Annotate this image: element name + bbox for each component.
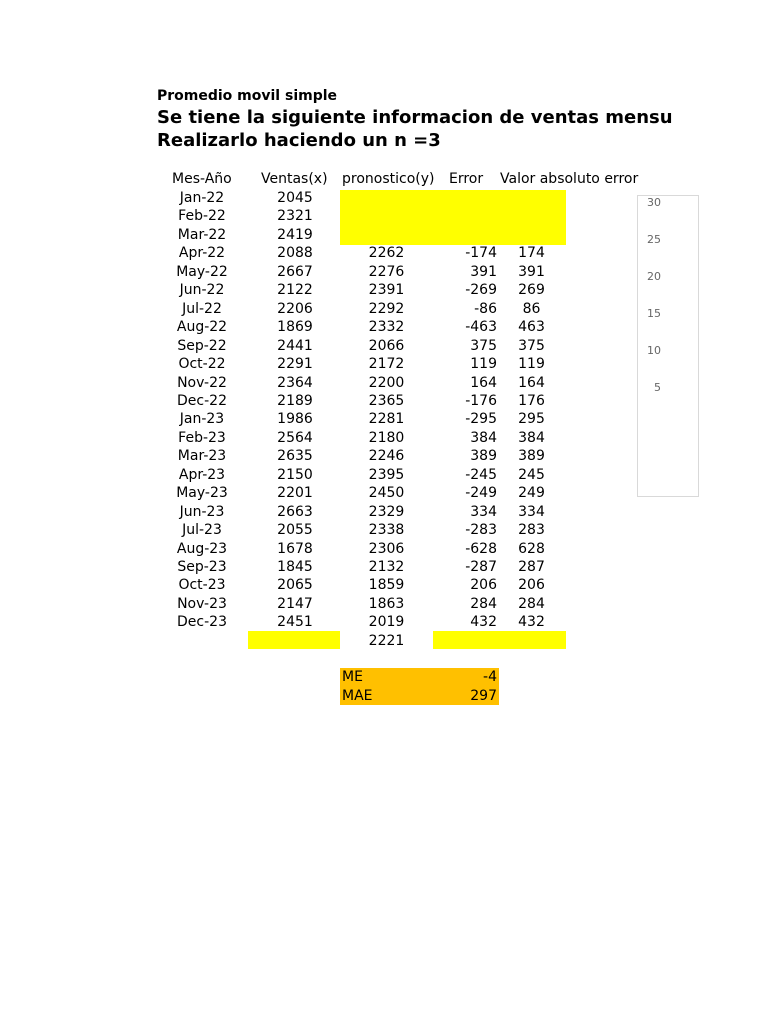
cell-error: -245 (465, 466, 497, 483)
y-tick-30: 30 (647, 196, 661, 209)
cell-pronostico: 2066 (368, 337, 405, 354)
cell-error: 206 (470, 577, 497, 594)
cell-ventas: 2564 (277, 429, 313, 446)
cell-ventas: 2147 (277, 595, 313, 612)
cell-pronostico: 1859 (368, 577, 405, 594)
cell-error: 119 (470, 356, 497, 373)
y-tick-10: 10 (647, 344, 661, 357)
cell-error: -249 (465, 485, 497, 502)
table-row (0, 410, 659, 429)
table-row (0, 300, 659, 319)
cell-pronostico: 2172 (368, 356, 405, 373)
cell-mes: Nov-22 (177, 374, 227, 391)
table-row (0, 337, 659, 356)
cell-error: 391 (470, 263, 497, 280)
cell-error: -86 (474, 300, 497, 317)
cell-ventas: 2441 (277, 337, 313, 354)
table-row (0, 447, 659, 466)
cell-error: 284 (470, 595, 497, 612)
cell-pronostico: 2276 (368, 263, 405, 280)
cell-pronostico: 2395 (368, 466, 405, 483)
cell-abs-error: 164 (518, 374, 545, 391)
cell-pronostico: 2338 (368, 522, 405, 539)
cell-pronostico: 2180 (368, 429, 405, 446)
cell-error: -463 (465, 319, 497, 336)
cell-mes: Feb-23 (178, 429, 226, 446)
cell-error: -269 (465, 282, 497, 299)
cell-mes: Aug-23 (176, 540, 228, 557)
me-cell (340, 668, 499, 687)
table-row (0, 244, 659, 263)
cell-pronostico: 2329 (368, 503, 405, 520)
me-value: -4 (483, 669, 497, 685)
cell-mes: Dec-22 (177, 392, 227, 409)
cell-abs-error: 284 (518, 595, 545, 612)
cell-error: -174 (465, 245, 497, 262)
cell-ventas: 2088 (277, 245, 313, 262)
cell-abs-error: 206 (518, 577, 545, 594)
cell-abs-error: 174 (518, 245, 545, 262)
cell-ventas: 2206 (277, 300, 313, 317)
mae-value: 297 (470, 687, 497, 704)
table-row (0, 429, 659, 448)
cell-pronostico: 2221 (368, 632, 405, 649)
cell-pronostico: 2391 (368, 282, 405, 299)
cell-ventas: 2419 (277, 226, 313, 243)
cell-mes: Mar-23 (177, 448, 227, 465)
cell-mes: Dec-23 (177, 614, 227, 631)
cell-mes: Oct-23 (178, 577, 226, 594)
cell-mes: Jun-22 (179, 282, 225, 299)
table-row (0, 207, 659, 226)
header-pronostico: pronostico(y) (342, 171, 435, 187)
cell-mes: Jul-23 (182, 522, 222, 539)
header-mes: Mes-Año (172, 171, 232, 187)
cell-ventas: 1678 (277, 540, 313, 557)
y-tick-5: 5 (654, 381, 661, 394)
cell-abs-error: 389 (518, 448, 545, 465)
cell-error: 389 (470, 448, 497, 465)
cell-error: -295 (465, 411, 497, 428)
table-row (0, 263, 659, 282)
sheet-heading-line2: Realizarlo haciendo un n =3 (157, 130, 441, 151)
cell-abs-error: 384 (518, 429, 545, 446)
cell-mes: Jul-22 (182, 300, 222, 317)
cell-pronostico: 2132 (368, 559, 405, 575)
cell-ventas: 1986 (277, 411, 313, 428)
cell-pronostico: 2019 (368, 614, 405, 631)
cell-abs-error: 432 (518, 614, 545, 631)
cell-mes: Aug-22 (176, 319, 228, 336)
cell-abs-error: 249 (518, 485, 545, 502)
cell-pronostico: 2332 (368, 319, 405, 336)
cell-mes: May-22 (176, 263, 228, 280)
cell-mes: Sep-23 (177, 559, 227, 575)
cell-mes: Sep-22 (177, 337, 227, 354)
cell-mes: Apr-23 (178, 466, 226, 483)
cell-mes: Mar-22 (177, 226, 227, 243)
table-row (0, 558, 659, 577)
cell-abs-error: 375 (518, 337, 545, 354)
cell-ventas: 1845 (277, 559, 313, 575)
table-row (0, 318, 659, 337)
table-row (0, 576, 659, 595)
header-abs-error: Valor absoluto error (500, 171, 639, 187)
cell-abs-error: 334 (518, 503, 545, 520)
cell-ventas: 2291 (277, 356, 313, 373)
cell-abs-error: 245 (518, 466, 545, 483)
cell-mes: Jan-22 (179, 190, 225, 206)
cell-abs-error: 628 (518, 540, 545, 557)
cell-mes: Apr-22 (178, 245, 226, 262)
y-tick-25: 25 (647, 233, 661, 246)
table-row (0, 392, 659, 411)
table-row (0, 281, 659, 300)
table-row (0, 632, 659, 651)
me-label: ME (342, 669, 363, 685)
cell-ventas: 2364 (277, 374, 313, 391)
cell-abs-error: 295 (518, 411, 545, 428)
cell-pronostico: 2281 (368, 411, 405, 428)
cell-ventas: 2201 (277, 485, 313, 502)
cell-abs-error: 463 (518, 319, 545, 336)
y-tick-15: 15 (647, 307, 661, 320)
table-row (0, 355, 659, 374)
cell-ventas: 2321 (277, 208, 313, 225)
cell-mes: May-23 (176, 485, 228, 502)
cell-ventas: 2150 (277, 466, 313, 483)
cell-ventas: 2045 (277, 190, 313, 206)
table-row (0, 521, 659, 540)
cell-error: -176 (465, 392, 497, 409)
cell-mes: Jun-23 (179, 503, 225, 520)
cell-error: 432 (470, 614, 497, 631)
cell-abs-error: 269 (518, 282, 545, 299)
cell-pronostico: 2262 (368, 245, 405, 262)
header-error: Error (449, 171, 484, 187)
cell-pronostico: 1863 (368, 595, 405, 612)
cell-error: -628 (465, 540, 497, 557)
cell-ventas: 2189 (277, 392, 313, 409)
table-row (0, 503, 659, 522)
cell-ventas: 2065 (277, 577, 313, 594)
cell-error: -283 (465, 522, 497, 539)
mae-label: MAE (342, 687, 373, 704)
sheet-heading-line1: Se tiene la siguiente informacion de ventas mensu (157, 107, 673, 128)
mae-cell (340, 687, 499, 706)
cell-abs-error: 287 (518, 559, 545, 575)
sheet-subtitle: Promedio movil simple (157, 88, 338, 104)
cell-ventas: 1869 (277, 319, 313, 336)
cell-abs-error: 176 (518, 392, 545, 409)
cell-abs-error: 283 (518, 522, 545, 539)
table-row (0, 226, 659, 245)
cell-mes: Feb-22 (178, 208, 226, 225)
cell-error: 375 (470, 337, 497, 354)
chart-area-partial (637, 195, 699, 497)
cell-ventas: 2122 (277, 282, 313, 299)
cell-mes: Jan-23 (179, 411, 225, 428)
cell-pronostico: 2306 (368, 540, 405, 557)
table-row (0, 613, 659, 632)
cell-error: 384 (470, 429, 497, 446)
table-row (0, 466, 659, 485)
cell-pronostico: 2292 (368, 300, 405, 317)
table-row (0, 374, 659, 393)
table-row (0, 189, 659, 208)
cell-pronostico: 2246 (368, 448, 405, 465)
cell-ventas: 2667 (277, 263, 313, 280)
table-row (0, 595, 659, 614)
cell-error: 164 (470, 374, 497, 391)
cell-abs-error: 86 (522, 300, 541, 317)
cell-mes: Nov-23 (177, 595, 227, 612)
cell-error: 334 (470, 503, 497, 520)
y-tick-20: 20 (647, 270, 661, 283)
cell-pronostico: 2450 (368, 485, 405, 502)
header-ventas: Ventas(x) (261, 171, 328, 187)
table-row (0, 484, 659, 503)
cell-ventas: 2451 (277, 614, 313, 631)
table-row (0, 540, 659, 559)
cell-error: -287 (465, 559, 497, 575)
cell-abs-error: 391 (518, 263, 545, 280)
cell-mes: Oct-22 (178, 356, 226, 373)
cell-ventas: 2055 (277, 522, 313, 539)
cell-abs-error: 119 (518, 356, 545, 373)
cell-ventas: 2635 (277, 448, 313, 465)
cell-pronostico: 2365 (368, 392, 405, 409)
cell-ventas: 2663 (277, 503, 313, 520)
cell-pronostico: 2200 (368, 374, 405, 391)
